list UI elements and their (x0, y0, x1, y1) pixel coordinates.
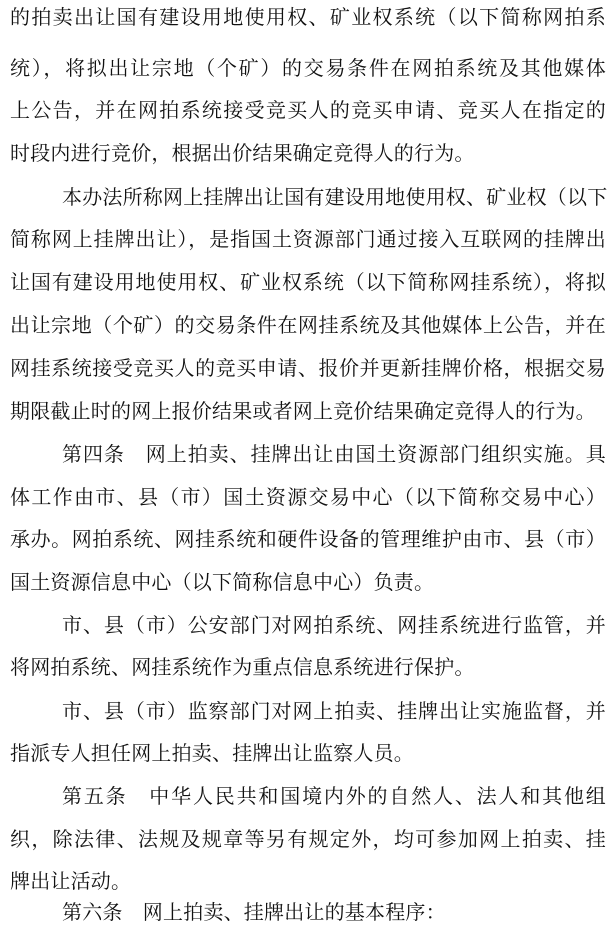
text-line: 牌出让活动。 (10, 869, 132, 893)
text-line: 国土资源信息中心（以下简称信息中心）负责。 (10, 570, 435, 594)
text-line: 第五条 中华人民共和国境内外的自然人、法人和其他组 (62, 784, 606, 808)
text-line: 时段内进行竞价，根据出价结果确定竞得人的行为。 (10, 141, 475, 165)
text-line: 出让宗地（个矿）的交易条件在网挂系统及其他媒体上公告，并在 (10, 313, 606, 337)
text-line: 简称网上挂牌出让），是指国土资源部门通过接入互联网的挂牌出 (10, 227, 606, 251)
text-line: 上公告，并在网拍系统接受竞买人的竞买申请、竞买人在指定的 (10, 98, 606, 122)
text-line: 第六条 网上拍卖、挂牌出让的基本程序： (62, 900, 446, 924)
text-line: 网挂系统接受竞买人的竞买申请、报价并更新挂牌价格，根据交易 (10, 356, 606, 380)
text-line: 将网拍系统、网挂系统作为重点信息系统进行保护。 (10, 655, 475, 679)
text-line: 体工作由市、县（市）国土资源交易中心（以下简称交易中心） (10, 485, 606, 509)
text-line: 承办。网拍系统、网挂系统和硬件设备的管理维护由市、县（市） (10, 527, 606, 551)
text-line: 的拍卖出让国有建设用地使用权、矿业权系统（以下简称网拍系 (10, 5, 606, 29)
text-line: 织，除法律、法规及规章等另有规定外，均可参加网上拍卖、挂 (10, 827, 606, 851)
text-line: 统），将拟出让宗地（个矿）的交易条件在网拍系统及其他媒体 (10, 56, 606, 80)
text-line: 指派专人担任网上拍卖、挂牌出让监察人员。 (10, 741, 414, 765)
text-line: 期限截止时的网上报价结果或者网上竞价结果确定竞得人的行为。 (10, 399, 596, 423)
text-line: 市、县（市）公安部门对网拍系统、网挂系统进行监管，并 (62, 613, 606, 637)
text-line: 市、县（市）监察部门对网上拍卖、挂牌出让实施监督，并 (62, 699, 606, 723)
text-line: 第四条 网上拍卖、挂牌出让由国土资源部门组织实施。具 (62, 442, 606, 466)
text-line: 本办法所称网上挂牌出让国有建设用地使用权、矿业权（以下 (62, 185, 608, 209)
text-line: 让国有建设用地使用权、矿业权系统（以下简称网挂系统），将拟 (10, 270, 606, 294)
